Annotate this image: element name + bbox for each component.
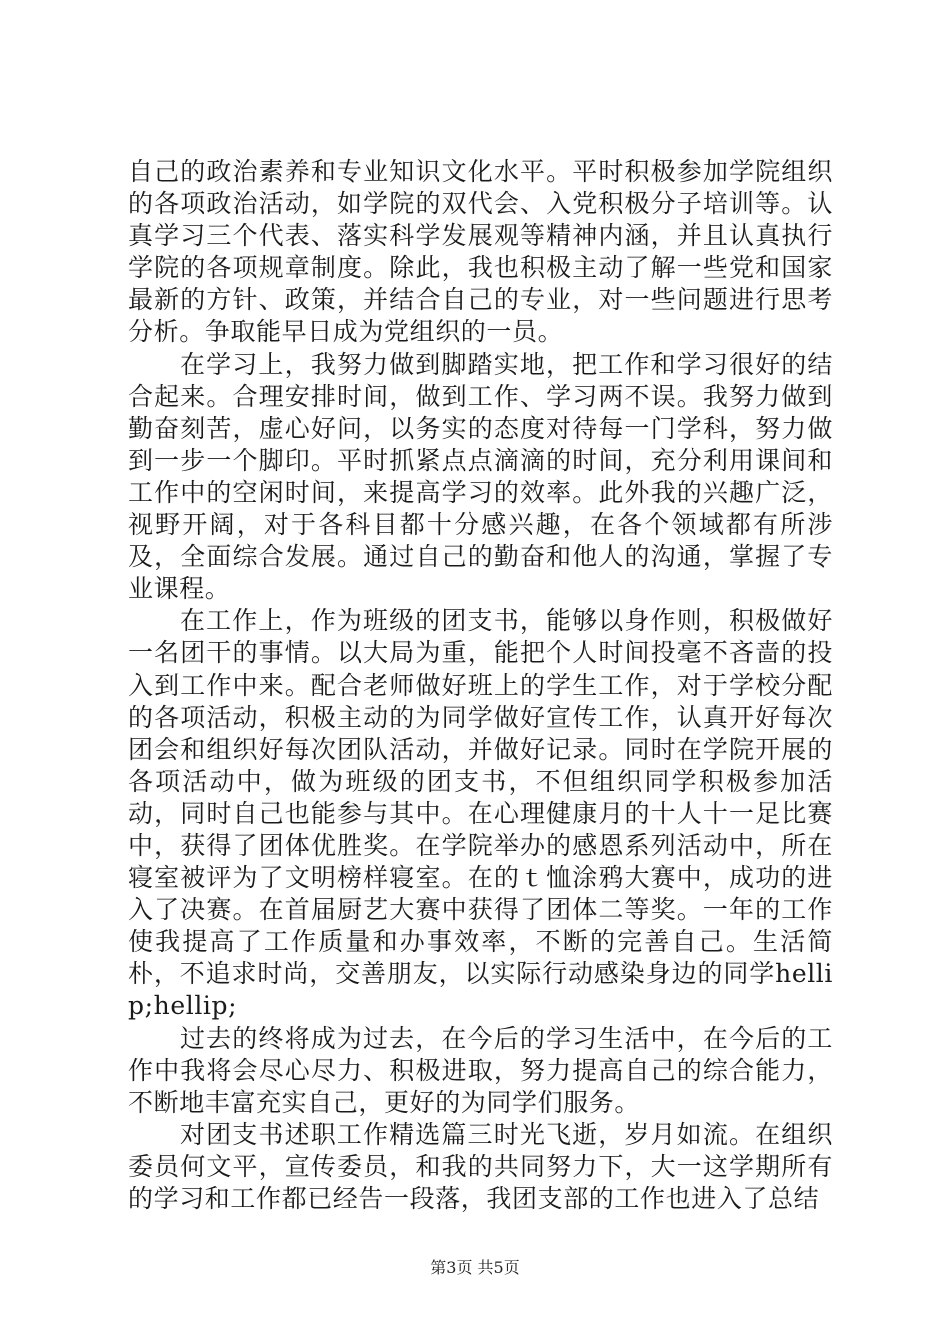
- page-number-footer: 第3页 共5页: [430, 1258, 520, 1277]
- paragraph-3: 在工作上，作为班级的团支书，能够以身作则，积极做好一名团干的事情。以大局为重，能把个人时间投毫不吝啬的投入到工作中来。配合老师做好班上的学生工作，对于学校分配的各项活动，积极主动的为同学做好宣传工作，认真开好每次团会和组织好每次团队活动，并做好记录。同时在学院开展的各项活动中，做为班级的团支书，不但组织同学积极参加活动，同时自己也能参与其中。在心理健康月的十人十一足比赛中，获得了团体优胜奖。在学院举办的感恩系列活动中，所在寝室被评为了文明榜样寝室。在的ｔ恤涂鸦大赛中，成功的进入了决赛。在首届厨艺大赛中获得了团体二等奖。一年的工作使我提高了工作质量和办事效率，不断的完善自己。生活简朴，不追求时尚，交善朋友，以实际行动感染身边的同学hellip;hellip;: [128, 606, 833, 1021]
- paragraph-4: 过去的终将成为过去，在今后的学习生活中，在今后的工作中我将会尽心尽力、积极进取，努力提高自己的综合能力，不断地丰富充实自己，更好的为同学们服务。: [128, 1023, 833, 1117]
- document-body: [128, 156, 833, 1215]
- paragraph-5: 对团支书述职工作精选篇三时光飞逝，岁月如流。在组织委员何文平，宣传委员，和我的共同努力下，大一这学期所有的学习和工作都已经告一段落，我团支部的工作也进入了总结: [128, 1119, 833, 1213]
- paragraph-1: 自己的政治素养和专业知识文化水平。平时积极参加学院组织的各项政治活动，如学院的双代会、入党积极分子培训等。认真学习三个代表、落实科学发展观等精神内涵，并且认真执行学院的各项规章制度。除此，我也积极主动了解一些党和国家最新的方针、政策，并结合自己的专业，对一些问题进行思考分析。争取能早日成为党组织的一员。: [128, 157, 833, 347]
- paragraph-2: 在学习上，我努力做到脚踏实地，把工作和学习很好的结合起来。合理安排时间，做到工作、学习两不误。我努力做到勤奋刻苦，虚心好问，以务实的态度对待每一门学科，努力做到一步一个脚印。平时抓紧点点滴滴的时间，充分利用课间和工作中的空闲时间，来提高学习的效率。此外我的兴趣广泛，视野开阔，对于各科目都十分感兴趣，在各个领域都有所涉及，全面综合发展。通过自己的勤奋和他人的沟通，掌握了专业课程。: [128, 349, 833, 604]
